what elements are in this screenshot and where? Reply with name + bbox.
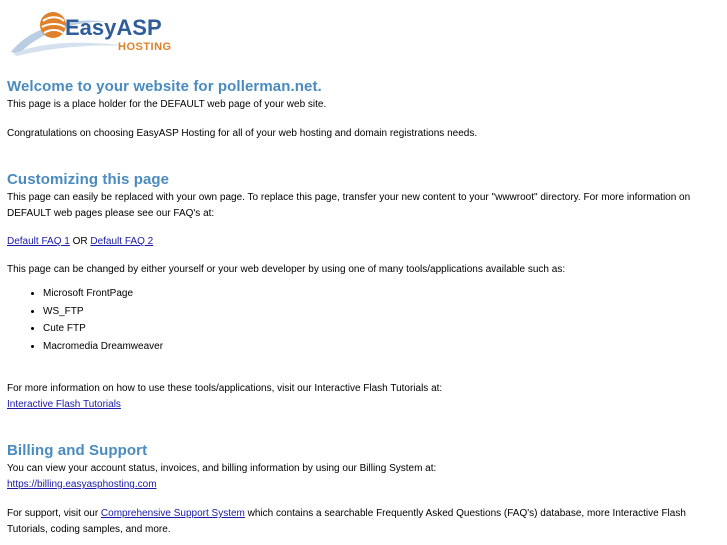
logo-graphic	[9, 8, 179, 58]
comprehensive-support-link[interactable]: Comprehensive Support System	[100, 508, 245, 519]
tools-intro: This page can be changed by either yourself or your web developer by using one of many tools/applications available such as:	[7, 264, 566, 275]
billing-system-link[interactable]: https://billing.easyasphosting.com	[7, 479, 157, 490]
support-prefix: For support, visit our	[7, 508, 101, 519]
welcome-text-1: This page is a place holder for the DEFAULT web page of your web site.	[7, 99, 327, 110]
support-suffix: which contains a searchable Frequently Asked Questions (FAQ's) database, more Interactive Flash Tutorials, coding samples, and more.	[7, 508, 686, 535]
welcome-heading: Welcome to your website for pollerman.net.	[7, 78, 322, 95]
support-text	[7, 506, 697, 538]
list-item: • Microsoft FrontPage	[43, 285, 697, 303]
default-faq-2-link[interactable]: Default FAQ 2	[90, 236, 154, 247]
easyasp-hosting-logo	[9, 8, 179, 58]
list-item: • Macromedia Dreamweaver	[43, 338, 697, 356]
list-item: • Cute FTP	[43, 320, 697, 338]
logo-tagline-text: HOSTING	[118, 41, 172, 53]
faq-links	[7, 234, 697, 250]
tutorials-link-line	[7, 397, 697, 413]
logo-brand-text: EasyASP	[65, 15, 162, 40]
interactive-flash-tutorials-link[interactable]: Interactive Flash Tutorials	[7, 399, 121, 410]
default-faq-1-link[interactable]: Default FAQ 1	[7, 236, 70, 247]
logo-swoosh-lower	[13, 43, 129, 56]
or-text: OR	[69, 236, 91, 247]
tools-list	[7, 285, 697, 355]
tutorials-intro: For more information on how to use these tools/applications, visit our Interactive Flash Tutorials at:	[7, 383, 443, 394]
list-item: • WS_FTP	[43, 303, 697, 321]
welcome-text-2: Congratulations on choosing EasyASP Hosting for all of your web hosting and domain registrations needs.	[7, 128, 478, 139]
customizing-intro: This page can easily be replaced with your own page. To replace this page, transfer your new content to your "wwwroot" directory. For more information on DEFAULT web pages please see our FAQ's at:	[7, 192, 691, 219]
billing-intro: You can view your account status, invoices, and billing information by using our Billing System at:	[7, 463, 437, 474]
main-content	[7, 77, 697, 538]
customizing-heading: Customizing this page	[7, 171, 170, 188]
billing-link-line	[7, 477, 697, 493]
billing-heading: Billing and Support	[7, 442, 148, 459]
